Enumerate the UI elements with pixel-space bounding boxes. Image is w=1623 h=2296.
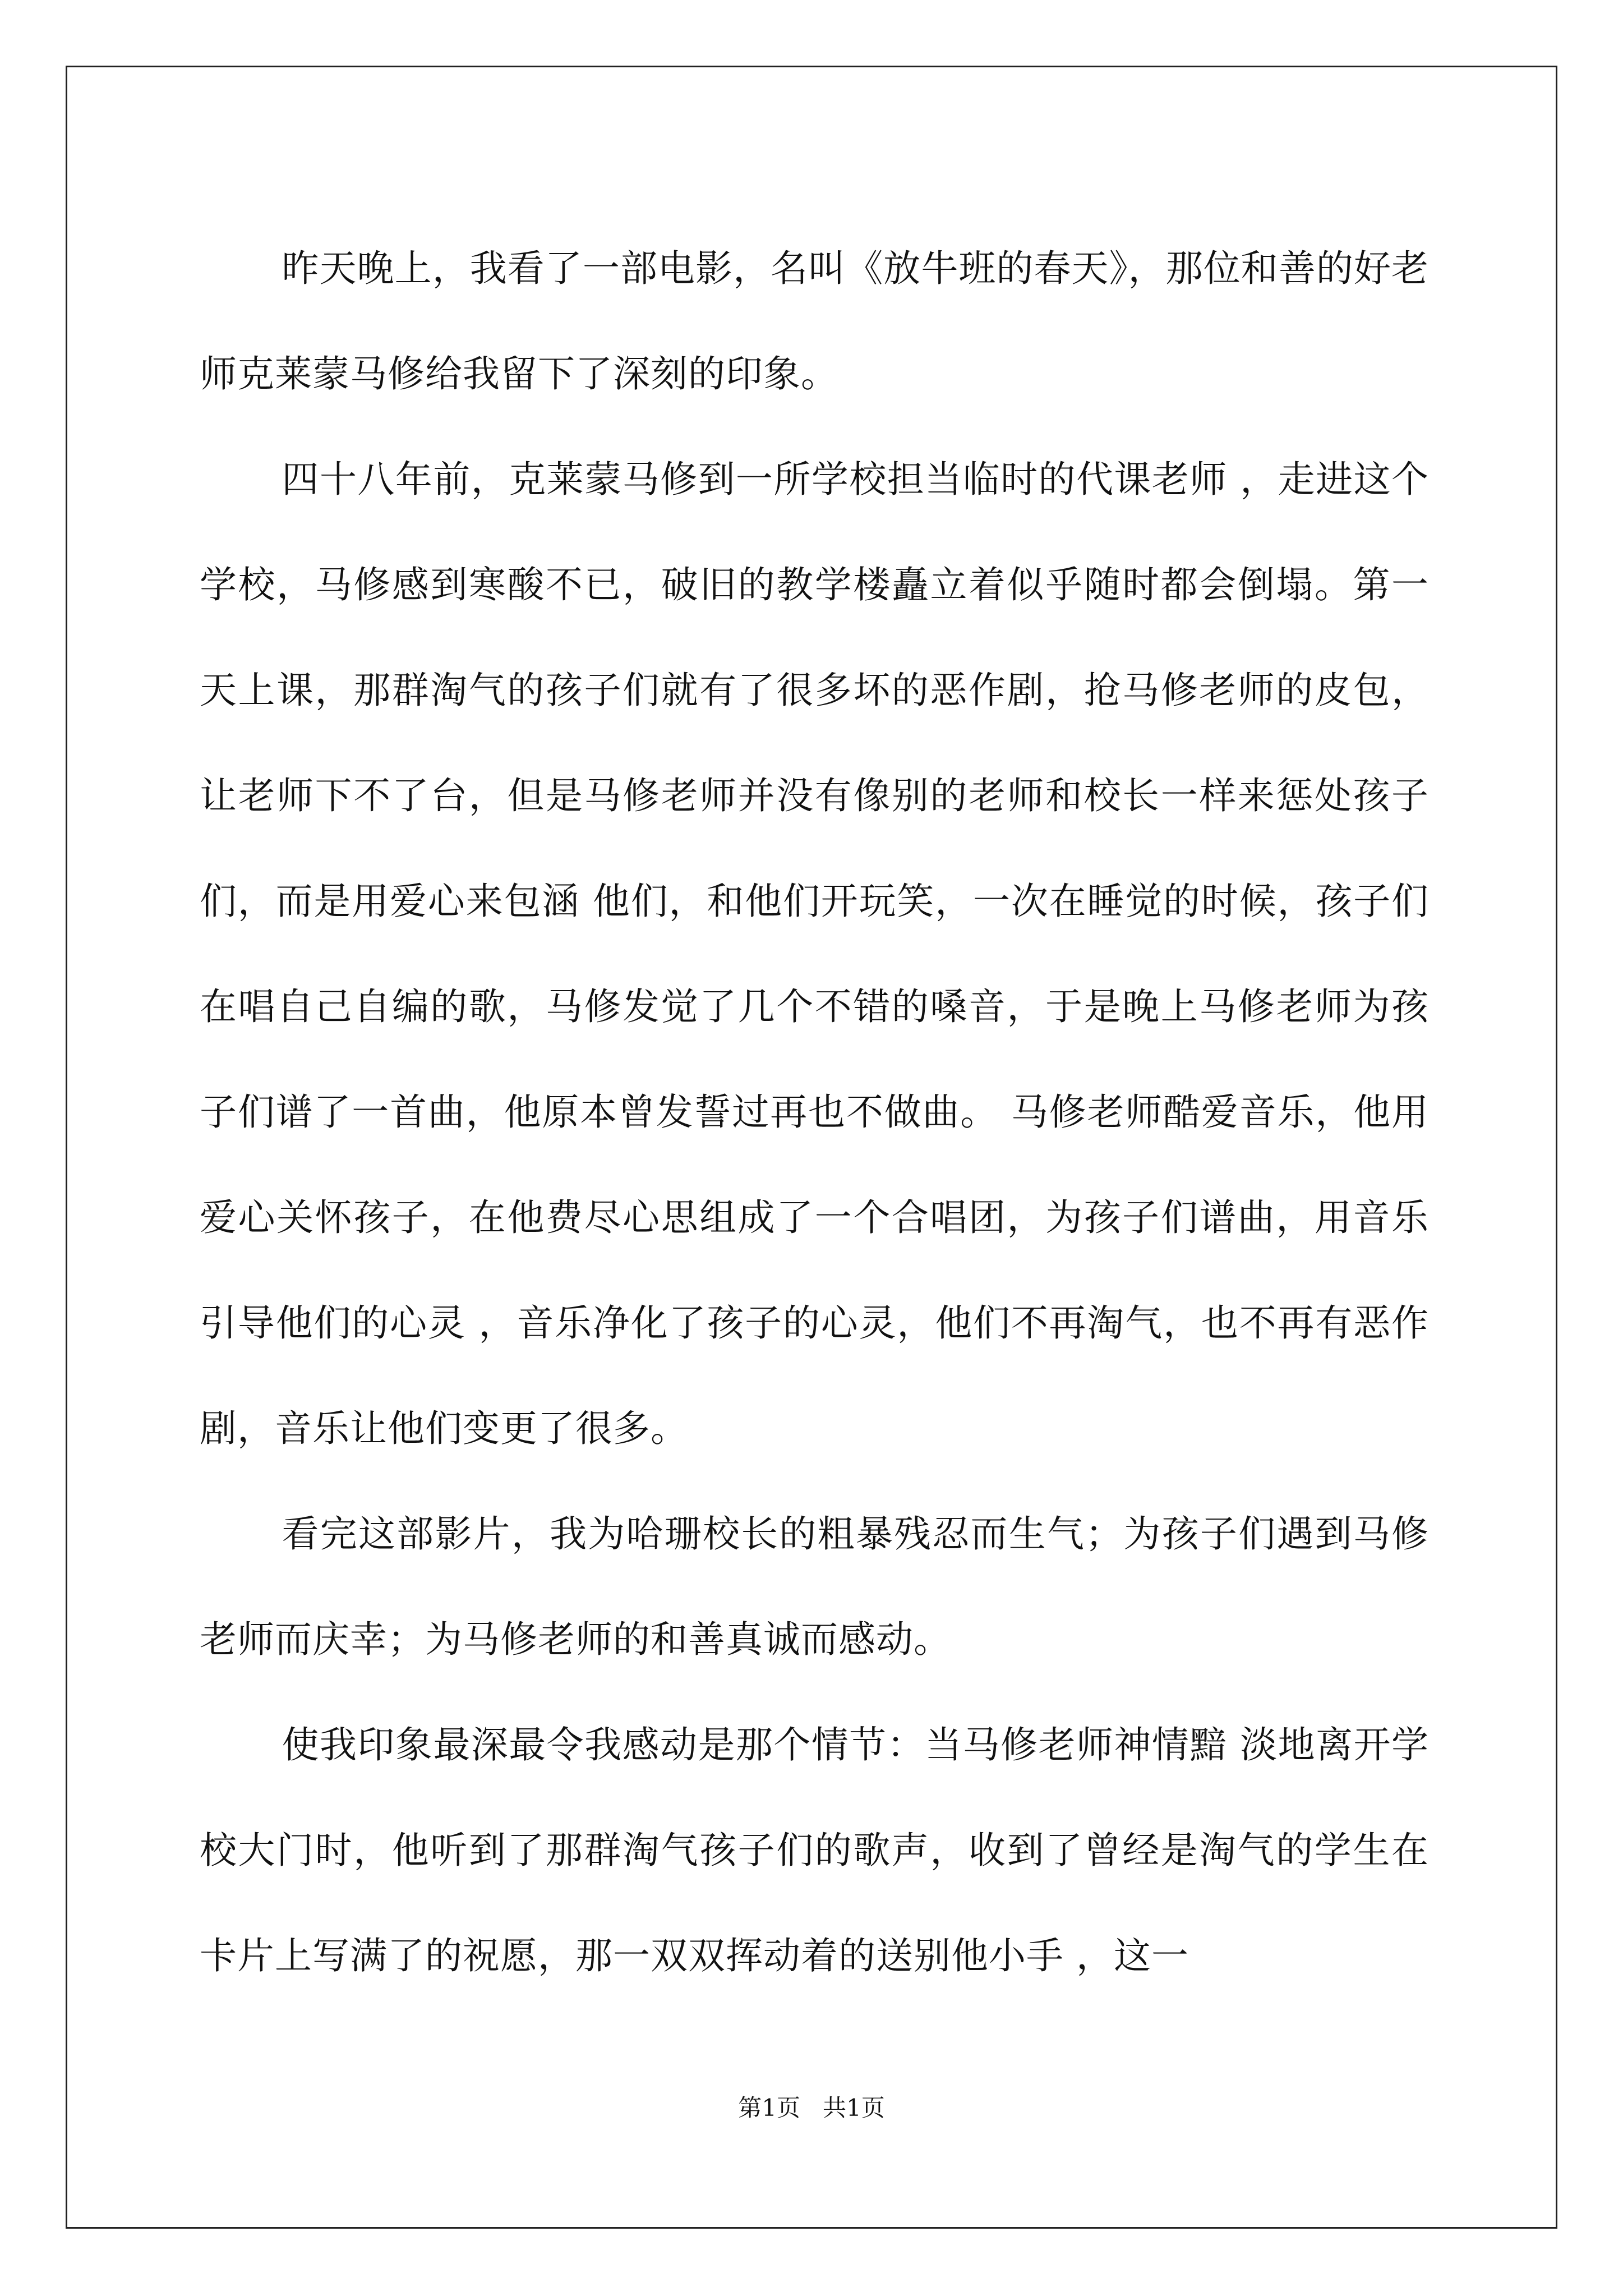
page-number: 第1页 (738, 2094, 800, 2122)
page-footer (0, 2091, 1623, 2125)
paragraph: 昨天晚上，我看了一部电影，名叫《放牛班的春天》，那位和善的好老师克莱蒙马修给我留下了深刻的印象。 (200, 247, 1429, 395)
page-total: 共1页 (823, 2094, 885, 2122)
paragraph: 使我印象最深最令我感动是那个情节：当马修老师神情黯 淡地离开学校大门时，他听到了那群淘气孩子们的歌声，收到了曾经是淘气的学生在卡片上写满了的祝愿，那一双双挥动着的送别他小手 ，这一 (200, 1723, 1429, 1977)
paragraph: 四十八年前，克莱蒙马修到一所学校担当临时的代课老师 ，走进这个学校，马修感到寒酸不已，破旧的教学楼矗立着似乎随时都会倒塌。第一天上课，那群淘气的孩子们就有了很多坏的恶作剧，抢马修老师的皮包，让老师下不了台，但是马修老师并没有像别的老师和校长一样来惩处孩子们，而是用爱心来包涵 他们，和他们开玩笑，一次在睡觉的时候，孩子们在唱自己自编的歌，马修发觉了几个不错的嗓音，于是晚上马修老师为孩子们谱了一首曲，他原本曾发誓过再也不做曲。 马修老师酷爱音乐，他用爱心关怀孩子，在他费尽心思组成了一个合唱团，为孩子们谱曲，用音乐引导他们的心灵 ，音乐净化了孩子的心灵，他们不再淘气，也不再有恶作剧，音乐让他们变更了很多。 (200, 458, 1429, 1450)
paragraph: 看完这部影片，我为哈珊校长的粗暴残忍而生气；为孩子们遇到马修老师而庆幸；为马修老师的和善真诚而感动。 (200, 1512, 1429, 1661)
document-body (200, 216, 1429, 2009)
